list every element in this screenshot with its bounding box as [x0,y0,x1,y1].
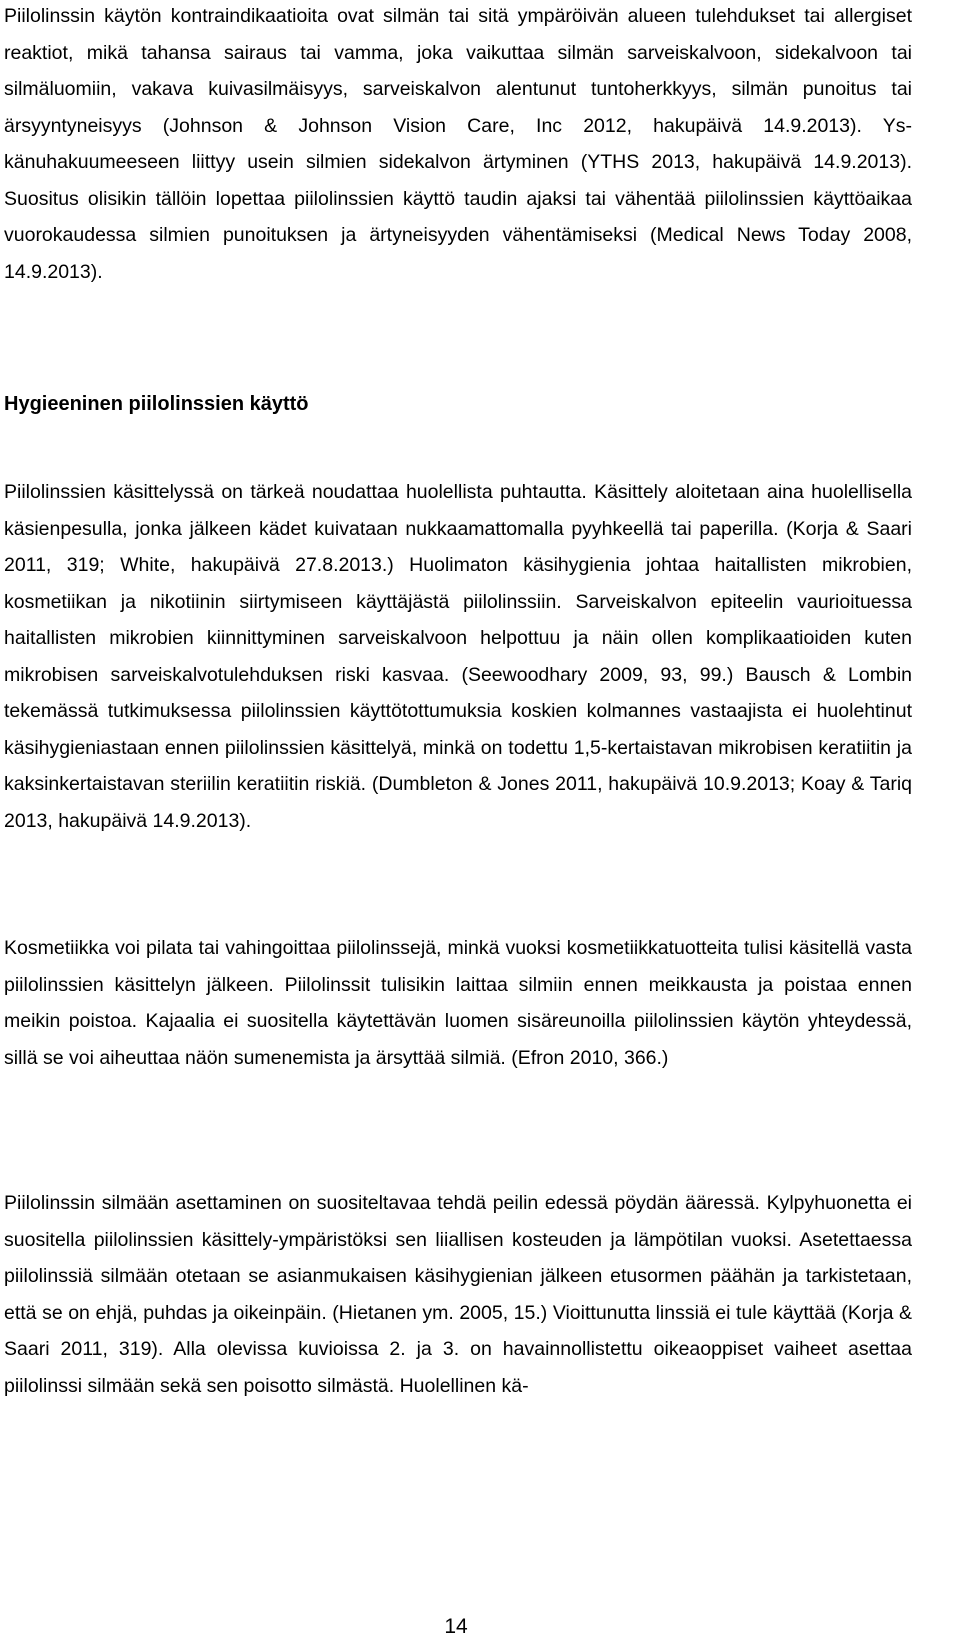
section-heading: Hygieeninen piilolinssien käyttö [4,393,309,415]
paragraph-insertion: Piilolinssin silmään asettaminen on suositeltavaa tehdä peilin edessä pöydän ääressä. Kylpyhuonetta ei suositella piilolinssien käsittely-ympäristöksi sen liiallisen kosteuden ja lämpötilan vuoksi. Asetettaessa piilolinssiä silmään otetaan se asianmukaisen käsihygienian jälkeen etusormen päähän ja tarkistetaan, että se on ehjä, puhdas ja oikeinpäin. (Hietanen ym. 2005, 15.) Vioittunutta linssiä ei tule käyttää (Korja & Saari 2011, 319). Alla olevissa kuvioissa 2. ja 3. on havainnollistettu oikeaoppiset vaiheet asettaa piilolinssi silmään sekä sen poisotto silmästä. Huolellinen kä- [4,1192,912,1397]
paragraph-hand-hygiene: Piilolinssien käsittelyssä on tärkeä noudattaa huolellista puhtautta. Käsittely aloitetaan aina huolellisella käsienpesulla, jonka jälkeen kädet kuivataan nukkaamattomalla pyyhkeellä tai paperilla. (Korja & Saari 2011, 319; White, hakupäivä 27.8.2013.) Huolimaton käsihygienia johtaa haitallisten mikrobien, kosmetiikan ja nikotiinin siirtymiseen käyttäjästä piilolinssiin. Sarveiskalvon epiteelin vaurioituessa haitallisten mikrobien kiinnittyminen sarveiskalvoon helpottuu ja näin ollen komplikaatioiden kuten mikrobisen sarveiskalvotulehduksen riski kasvaa. (Seewoodhary 2009, 93, 99.) Bausch & Lombin tekemässä tutkimuksessa piilolinssien käyttötottumuksia koskien kolmannes vastaajista ei huolehtinut käsihygieniastaan ennen piilolinssien käsittelyä, minkä on todettu 1,5-kertaistavan mikrobisen keratiitin ja kaksinkertaistavan steriilin keratiitin riskiä. (Dumbleton & Jones 2011, hakupäivä 10.9.2013; Koay & Tariq 2013, hakupäivä 14.9.2013). [4,481,912,832]
paragraph-cosmetics: Kosmetiikka voi pilata tai vahingoittaa piilolinssejä, minkä vuoksi kosmetiikkatuotteita tulisi käsitellä vasta piilolinssien käsittelyn jälkeen. Piilolinssit tulisikin laittaa silmiin ennen meikkausta ja poistaa ennen meikin poistoa. Kajaalia ei suositella käytettävän luomen sisäreunoilla piilolinssien käytön yhteydessä, sillä se voi aiheuttaa näön sumenemista ja ärsyttää silmiä. (Efron 2010, 366.) [4,937,912,1069]
page-number: 14 [444,1615,468,1638]
paragraph-contraindications: Piilolinssin käytön kontraindikaatioita ovat silmän tai sitä ympäröivän alueen tulehdukset tai allergiset reaktiot, mikä tahansa sairaus tai vamma, joka vaikuttaa silmän sarveiskalvoon, sidekalvoon tai silmäluomiin, vakava kuivasilmäisyys, sarveiskalvon alentunut tuntoherkkyys, silmän punoitus tai ärsyyntyneisyys (Johnson & Johnson Vision Care, Inc 2012, hakupäivä 14.9.2013). Yskänuhakuumeeseen liittyy usein silmien sidekalvon ärtyminen (YTHS 2013, hakupäivä 14.9.2013). Suositus olisikin tällöin lopettaa piilolinssien käyttö taudin ajaksi tai vähentää piilolinssien käyttöaikaa vuorokaudessa silmien punoituksen ja ärtyneisyyden vähentämiseksi (Medical News Today 2008, 14.9.2013). [4,5,912,283]
